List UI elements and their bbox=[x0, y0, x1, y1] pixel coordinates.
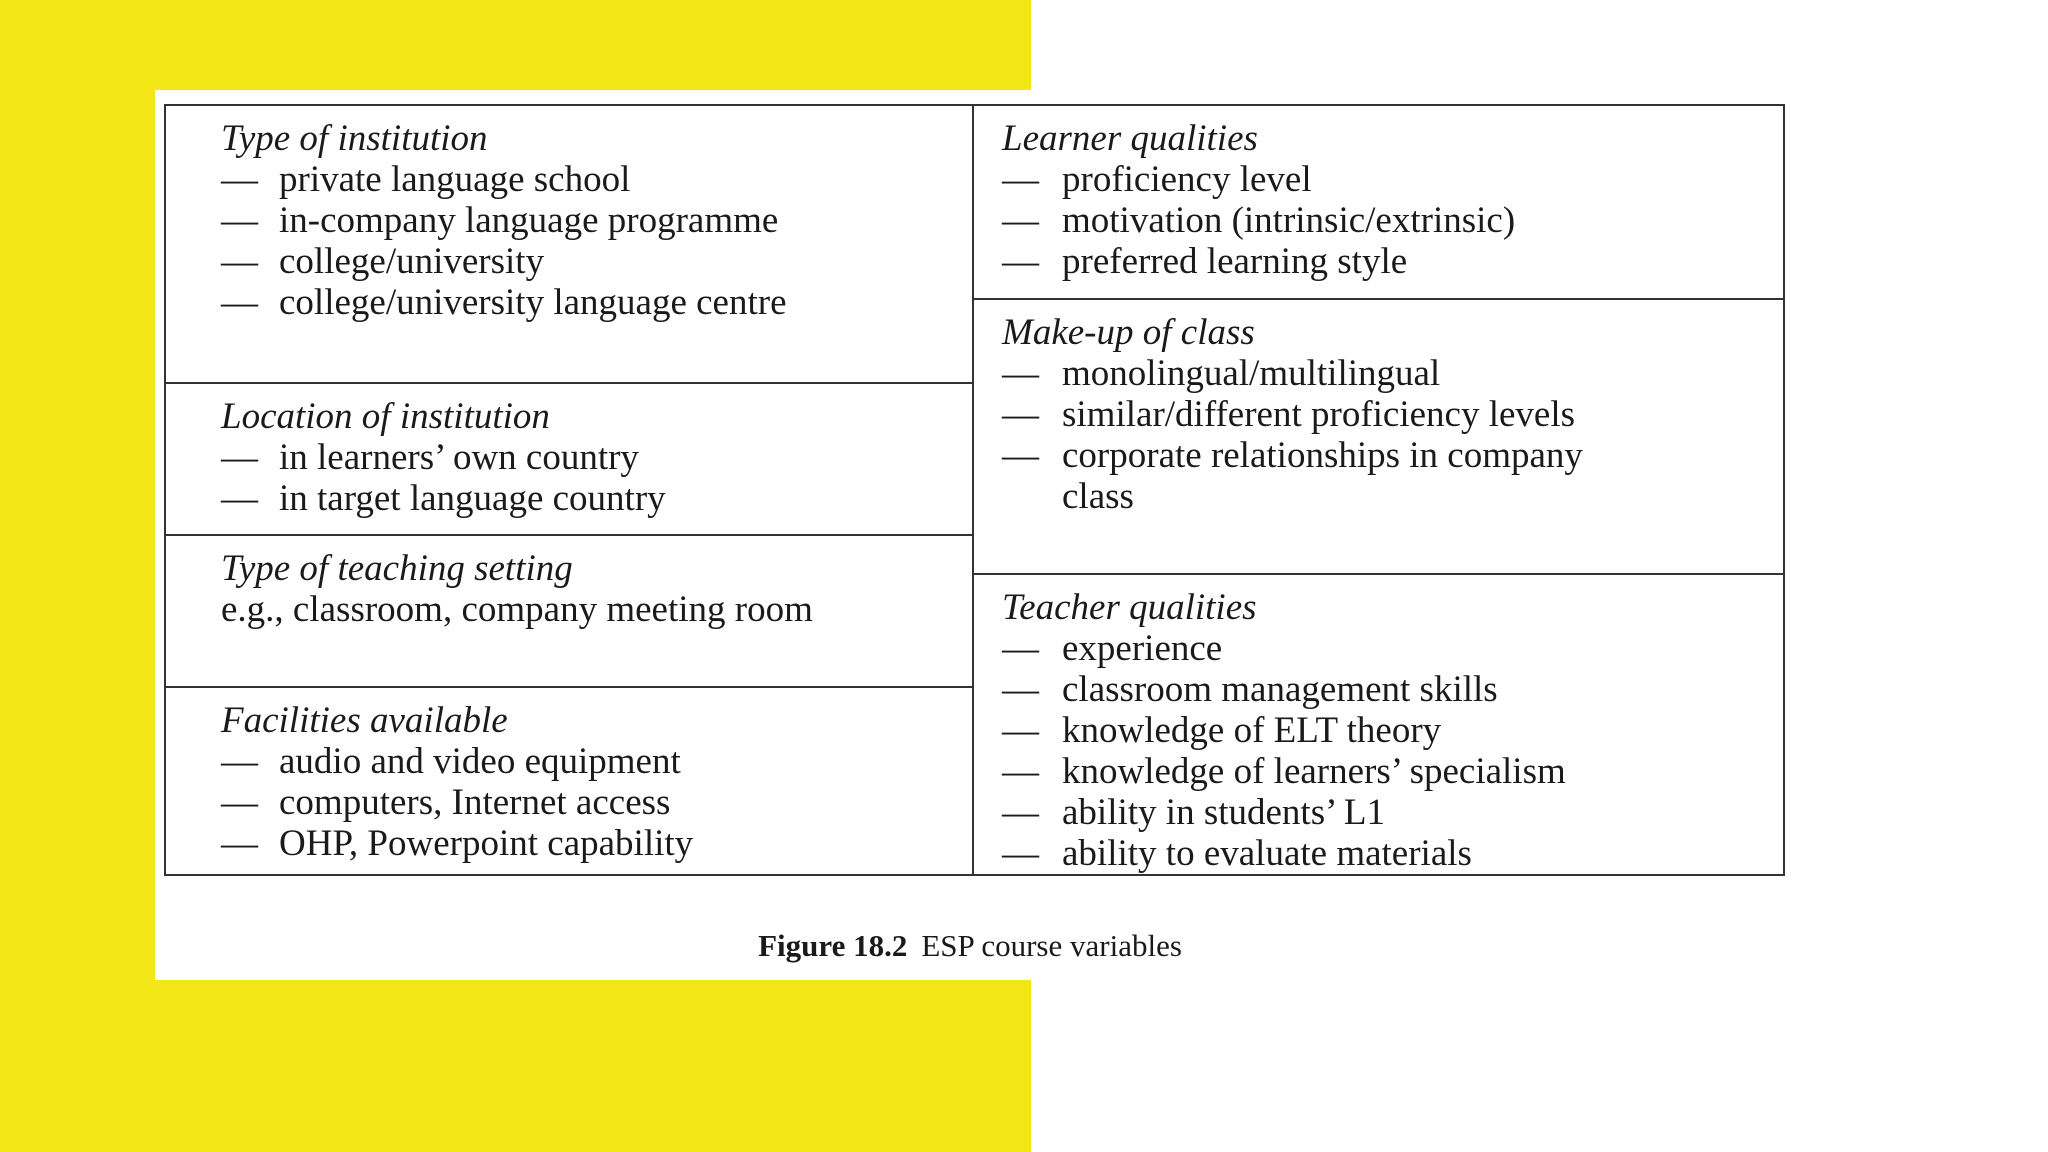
dash-icon: — bbox=[1002, 352, 1039, 394]
dash-icon: — bbox=[1002, 710, 1039, 751]
list-item: — knowledge of ELT theory bbox=[1002, 710, 1442, 751]
dash-icon: — bbox=[1002, 669, 1039, 710]
list-item: — motivation (intrinsic/extrinsic) bbox=[1002, 200, 1516, 241]
dash-icon: — bbox=[1002, 241, 1039, 282]
cell-facilities-available bbox=[166, 688, 972, 874]
list-item: — in learners’ own country bbox=[221, 437, 639, 478]
dash-icon: — bbox=[221, 200, 258, 241]
list-item: — experience bbox=[1002, 628, 1223, 669]
dash-icon: — bbox=[221, 282, 258, 323]
list-item: — corporate relationships in company class bbox=[1002, 434, 1583, 517]
list-item: — private language school bbox=[221, 159, 631, 200]
figure-caption bbox=[155, 928, 1785, 964]
cell-heading: Location of institution bbox=[221, 396, 550, 437]
cell-type-of-teaching-setting bbox=[166, 536, 972, 688]
figure-card bbox=[155, 90, 1805, 980]
list-item: — college/university bbox=[221, 241, 545, 282]
dash-icon: — bbox=[1002, 751, 1039, 792]
cell-type-of-institution bbox=[166, 106, 972, 384]
dash-icon: — bbox=[1002, 792, 1039, 833]
list-item: — classroom management skills bbox=[1002, 669, 1498, 710]
list-item: — proficiency level bbox=[1002, 159, 1312, 200]
cell-heading: Learner qualities bbox=[1002, 118, 1258, 159]
cell-heading: Teacher qualities bbox=[1002, 587, 1257, 628]
list-item: — ability to evaluate materials bbox=[1002, 833, 1472, 874]
dash-icon: — bbox=[1002, 628, 1039, 669]
right-column bbox=[974, 106, 1783, 874]
dash-icon: — bbox=[1002, 159, 1039, 200]
caption-label: Figure 18.2 bbox=[758, 928, 908, 963]
cell-heading: Type of teaching setting bbox=[221, 548, 573, 589]
list-item: — knowledge of learners’ specialism bbox=[1002, 751, 1566, 792]
list-item: — computers, Internet access bbox=[221, 782, 671, 823]
cell-body-text: e.g., classroom, company meeting room bbox=[221, 589, 813, 630]
list-item: — college/university language centre bbox=[221, 282, 787, 323]
esp-variables-table bbox=[164, 104, 1785, 876]
list-item: — similar/different proficiency levels bbox=[1002, 393, 1576, 435]
list-item: — in-company language programme bbox=[221, 200, 779, 241]
list-item: — preferred learning style bbox=[1002, 241, 1408, 282]
dash-icon: — bbox=[1002, 393, 1039, 435]
list-item: — monolingual/multilingual bbox=[1002, 352, 1441, 394]
list-item: — audio and video equipment bbox=[221, 741, 681, 782]
dash-icon: — bbox=[221, 741, 258, 782]
dash-icon: — bbox=[221, 823, 258, 864]
dash-icon: — bbox=[221, 478, 258, 519]
dash-icon: — bbox=[221, 782, 258, 823]
cell-heading: Type of institution bbox=[221, 118, 488, 159]
cell-learner-qualities bbox=[974, 106, 1783, 300]
cell-location-of-institution bbox=[166, 384, 972, 536]
dash-icon: — bbox=[221, 437, 258, 478]
dash-icon: — bbox=[1002, 200, 1039, 241]
left-column bbox=[166, 106, 974, 874]
list-item: — OHP, Powerpoint capability bbox=[221, 823, 694, 864]
cell-make-up-of-class bbox=[974, 300, 1783, 575]
caption-text: ESP course variables bbox=[921, 928, 1182, 963]
cell-teacher-qualities bbox=[974, 575, 1783, 874]
list-item: — ability in students’ L1 bbox=[1002, 792, 1386, 833]
dash-icon: — bbox=[1002, 833, 1039, 874]
list-item: — in target language country bbox=[221, 478, 666, 519]
cell-heading: Facilities available bbox=[221, 700, 508, 741]
dash-icon: — bbox=[221, 159, 258, 200]
cell-heading: Make-up of class bbox=[1002, 311, 1255, 353]
dash-icon: — bbox=[1002, 434, 1039, 476]
dash-icon: — bbox=[221, 241, 258, 282]
